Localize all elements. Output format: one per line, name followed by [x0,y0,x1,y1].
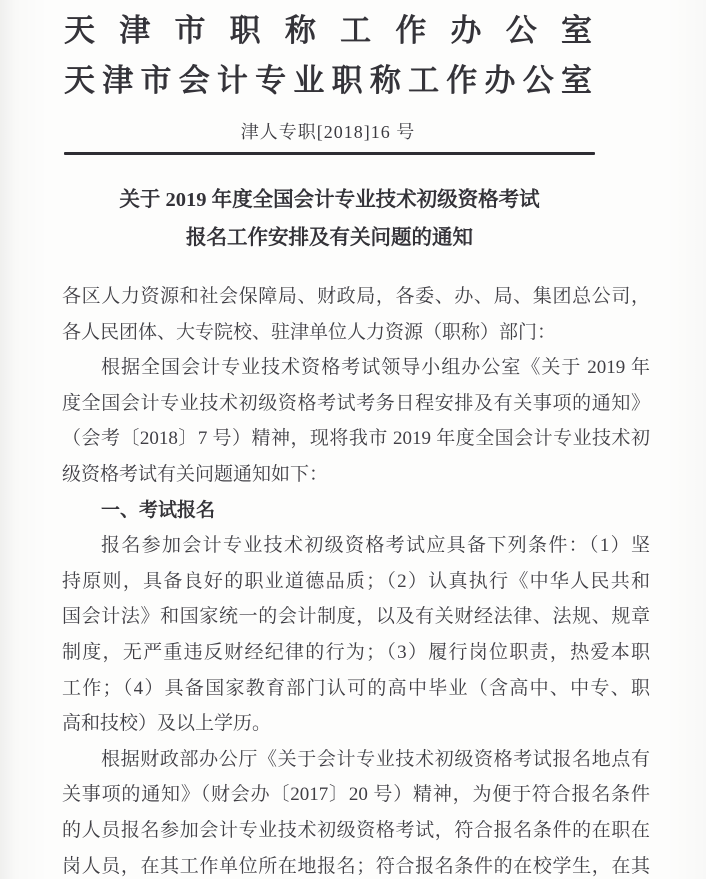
body-line: 高和技校）及以上学历。 [62,706,650,742]
notice-title [64,181,595,257]
org-name-secondary: 天津市会计专业职称工作办公室 [64,56,592,106]
body-line: 报名参加会计专业技术初级资格考试应具备下列条件：（1）坚 [62,528,650,564]
body-line: 关事项的通知》（财会办〔2017〕20 号）精神，为便于符合报名条件 [62,777,650,813]
body-line: 工作；（4）具备国家教育部门认可的高中毕业（含高中、中专、职 [62,671,650,707]
body-line: 制度，无严重违反财经纪律的行为；（3）履行岗位职责，热爱本职 [62,635,650,671]
body-line: 岗人员，在其工作单位所在地报名；符合报名条件的在校学生，在其 [62,849,650,884]
notice-title-line1: 关于 2019 年度全国会计专业技术初级资格考试 [64,181,595,219]
notice-title-line2: 报名工作安排及有关问题的通知 [64,219,595,257]
org-name-primary: 天津市职称工作办公室 [64,6,592,56]
body-line: 根据全国会计专业技术资格考试领导小组办公室《关于 2019 年 [62,350,650,386]
document-number: 津人专职[2018]16 号 [64,120,592,144]
body-line: 度全国会计专业技术初级资格考试考务日程安排及有关事项的通知》 [62,386,650,422]
body-line: 根据财政部办公厅《关于会计专业技术初级资格考试报名地点有 [62,742,650,778]
body-line: 各区人力资源和社会保障局、财政局，各委、办、局、集团总公司， [62,279,650,315]
section-heading: 一、考试报名 [62,493,650,529]
body-line: （会考〔2018〕7 号）精神，现将我市 2019 年度全国会计专业技术初 [62,421,650,457]
body-line: 级资格考试有关问题通知如下： [62,457,650,493]
letterhead-divider [64,152,595,155]
body-line: 国会计法》和国家统一的会计制度，以及有关财经法律、法规、规章 [62,599,650,635]
body-line: 各人民团体、大专院校、驻津单位人力资源（职称）部门： [62,315,650,351]
letterhead [0,0,706,155]
notice-body [62,279,650,884]
body-line: 持原则，具备良好的职业道德品质；（2）认真执行《中华人民共和 [62,564,650,600]
body-line: 的人员报名参加会计专业技术初级资格考试，符合报名条件的在职在 [62,813,650,849]
